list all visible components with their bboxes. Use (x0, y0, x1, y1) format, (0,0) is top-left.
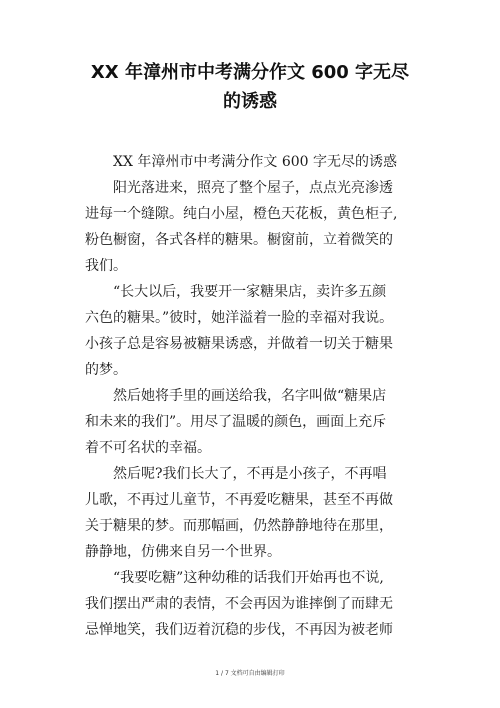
body-line: 静静地，仿佛来自另一个世界。 (85, 544, 281, 560)
document-body (85, 149, 425, 643)
body-line: 我们。 (85, 258, 127, 274)
body-line: 关于糖果的梦。而那幅画，仍然静静地待在那里， (85, 518, 393, 534)
body-line: 六色的糖果。”彼时，她洋溢着一脸的幸福对我说。 (85, 310, 394, 326)
body-line: 进每一个缝隙。纯白小屋，橙色天花板，黄色柜子, (85, 206, 398, 222)
body-line: 儿歌，不再过儿童节，不再爱吃糖果，甚至不再做 (85, 492, 393, 508)
body-line: 小孩子总是容易被糖果诱惑，并做着一切关于糖果 (85, 336, 393, 352)
body-line: 然后呢?我们长大了，不再是小孩子，不再唱 (113, 466, 387, 482)
document-title-line2: 的诱惑 (223, 91, 277, 112)
body-line: 着不可名状的幸福。 (85, 440, 211, 456)
body-line: 粉色橱窗，各式各样的糖果。橱窗前，立着微笑的 (85, 232, 393, 248)
page-footer: 1 / 7 文档可自由编辑打印 (215, 670, 285, 677)
body-line: “我要吃糖”这种幼稚的话我们开始再也不说, (113, 570, 384, 586)
body-line: 然后她将手里的画送给我，名字叫做“糖果店 (113, 388, 387, 404)
body-line: 的梦。 (85, 362, 127, 378)
body-line: 忌惮地笑，我们迈着沉稳的步伐，不再因为被老师 (85, 622, 393, 638)
document-title-line1: XX 年漳州市中考满分作文 600 字无尽 (90, 62, 410, 83)
body-line: 和未来的我们”。用尽了温暖的颜色，画面上充斥 (85, 414, 387, 430)
body-line: “长大以后，我要开一家糖果店，卖许多五颜 (113, 284, 387, 300)
body-line: XX 年漳州市中考满分作文 600 字无尽的诱惑 (113, 154, 398, 170)
body-line: 阳光落进来，照亮了整个屋子，点点光亮渗透 (113, 180, 393, 196)
body-line: 我们摆出严肃的表情，不会再因为谁摔倒了而肆无 (85, 596, 393, 612)
